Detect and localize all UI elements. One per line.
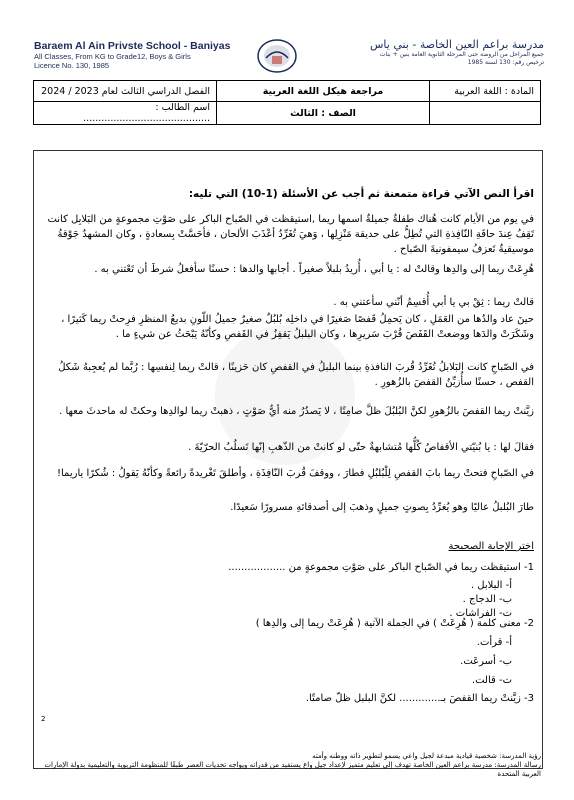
q2-option-a: أ- قرأت. xyxy=(476,637,512,648)
school-logo xyxy=(256,38,298,74)
exam-info-table xyxy=(33,80,541,125)
footer-vision: رؤية المدرسة: شخصية قيادية مبدعة لجيل واعي يسمو لتطوير ذاته ووطنه وأمته xyxy=(312,752,541,760)
subject-cell: المادة : اللغة العربية xyxy=(430,81,541,102)
term-cell: الفصل الدراسي الثالث لعام 2023 / 2024 xyxy=(34,81,217,102)
question-2: 2- معنى كلمة ( هُرِعَتْ ) في الجملة الآتية ( هُرِعَتْ ريما إلى والدِها ) xyxy=(255,618,534,629)
page-number: 2 xyxy=(41,715,46,723)
school-header-en xyxy=(34,40,234,70)
school-licence-en: Licence No. 130, 1985 xyxy=(34,61,110,70)
footer-mission: رسالة المدرسة: مدرسة براعم العين الخاصة تهدف إلى تعليم متميز لإعداد جيل واع يستفيد من قدراته ويواجه تحديات العصر طبقًا للمنظومة التربوية والتعليمية بدولة الإمارات العربية المتحدة xyxy=(44,761,541,778)
paragraph-1: في يوم من الأيام كانت هُناك طفلةٌ جميلةٌ اسمها ريما ,استيقظت في الصّباح الباكر على صَوْتِ مجموعةٍ من البَلابِل كانت تَقِفُ عِندَ حافَةِ النّافِذةِ التي تُطِلُّ على حديقة مَنْزِلِها ، وَهيَ تُغَرِّدُ أعْذَبَ الألحان ، فأحَسَّتْ بِسعادةٍ ، وكان المشهدُ جَوْقةُ موسيقيةٌ تَعزفُ سيمفونيةَ الصّباح . xyxy=(47,214,534,255)
review-title-cell: مراجعة هيكل اللغة العربية xyxy=(217,81,430,102)
school-sub-ar: جميع المراحل من الروضة حتى المرحلة الثانوية العامة بنين + بنات xyxy=(379,51,544,58)
empty-cell xyxy=(430,102,541,125)
school-name-en: Baraem Al Ain Privste School - Baniyas xyxy=(34,40,231,52)
paragraph-9: طارَ البُلبلُ عاليًا وهو يُغرِّدُ بِصوتٍ جميلٍ وذهبَ إلى أصدقائهِ مسرورًا سَعيدًا. xyxy=(230,502,534,513)
question-3: 3- زيَّنتْ ريما القفصَ بـ............. لكنَّ البلبل ظلّ صامتًا. xyxy=(305,693,534,704)
school-classes-en: All Classes, From KG to Grade12, Boys & Girls xyxy=(34,52,191,61)
student-name-cell: اسم الطالب : .......................................... xyxy=(34,102,217,125)
school-licence-ar: ترخيص رقم: 130 لسنة 1985 xyxy=(467,59,544,66)
q2-option-c: ت- قالت. xyxy=(471,675,512,686)
grade-cell: الصف : الثالث xyxy=(217,102,430,125)
school-header-ar xyxy=(334,38,544,67)
paragraph-7: فقالَ لها : يا بُنيّتي الأقفاصُ كُلُّها مُتشابهةٌ حتّى لو كانتْ من الذّهبِ إنّها تَسلُبُ الحرّيّةَ . xyxy=(188,442,534,453)
paragraph-5: في الصّباحِ كانت البَلابلُ تُغَرِّدُ قُربَ النافذةِ بينما البلبلُ في القفصِ كان حَزينًا ، قالتْ ريما لِنفسِها : رُبَّما لم يُعجِبهُ شَكلُ القفص ، حسنًا سأُزيِّنُ القفصَ بالزُهورِ . xyxy=(58,362,534,388)
q1-option-c: ت- الفراشات . xyxy=(449,608,512,619)
instruction-text: اقرأ النص الآتي قراءة متمعنة ثم أجب عن الأسئلة (1-10) التي تليه: xyxy=(188,188,534,200)
q1-option-b: ب- الدجاج . xyxy=(462,594,512,605)
paragraph-6: زيَّنتْ ريما القفصَ بالزُهورِ لكنَّ البُلبُلَ ظلَّ صامِتًا ، لا يَصدُرُ منه أيُّ صَوْتٍ ، ذهبتْ ريما لوالدِها وحكتْ له ماحدثَ معها . xyxy=(59,406,534,417)
paragraph-4: حينَ عاد والدُها من العَمَلِ ، كان يَحمِلُ قَفصًا صَغيرًا في داخلِه بُلبُلٌ صغيرٌ جميلُ اللّونِ بديعُ المنظرِ فرِحتْ ريما كَثيرًا ، وشَكَرَتْ والدَها ووضعتْ القَفَصَ قُرْبَ سَريرِها ، وكان البلبلُ يَقفِزُ في القَفصِ وكأنّهُ يَبْحَثُ عن شيءٍ ما . xyxy=(61,314,534,340)
school-name-ar: مدرسة براعم العين الخاصة - بني ياس xyxy=(369,38,544,51)
paragraph-2: هُرِعَتْ ريما إلى والدِها وقالتْ له : يا أبي ، أُريدُ بلبلاً صغيراً . أجابها والدها : حسنًا سأفعلُ شرطَ أن تَعْتني به . xyxy=(94,264,534,275)
question-1: 1- استيقظت ريما في الصّباح الباكر على صَوْتِ مجموعةٍ من .................. xyxy=(228,562,534,573)
footer xyxy=(31,752,541,779)
section-title: اختر الإجابة الصحيحة xyxy=(448,541,534,552)
paragraph-3: قالتْ ريما : ثِقْ بي يا أبي أُقسِمُ أنّني سأعتني به . xyxy=(333,297,534,308)
paragraph-8: في الصّباحِ فتحتْ ريما بابَ القفصِ لِلْبُلبُلِ فطارَ ، ووقفَ قُربَ النّافِذَةِ ، وأطلقَ تَغْريدةً رائعةً وكأنّهُ يَقولُ : شُكرًا ياريما! xyxy=(57,468,534,479)
q2-option-b: ب- أسرعَت. xyxy=(460,656,512,667)
q1-option-a: أ- البلابل . xyxy=(470,580,512,591)
